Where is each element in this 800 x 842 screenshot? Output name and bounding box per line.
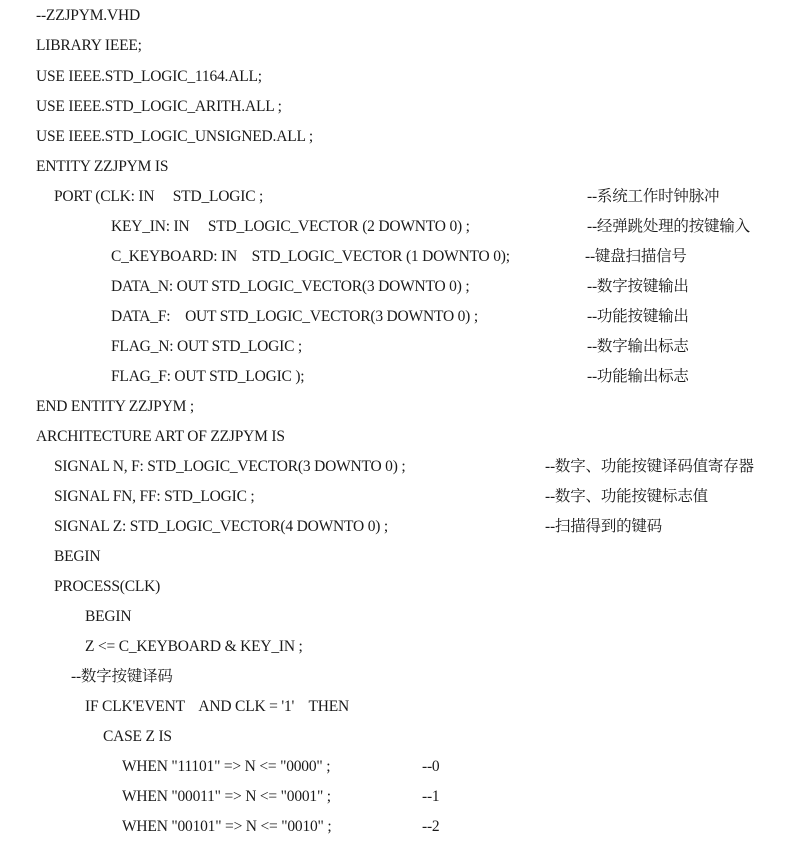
code-line: Z <= C_KEYBOARD & KEY_IN ; [85, 638, 303, 655]
code-comment: --功能输出标志 [587, 368, 689, 385]
code-line: ENTITY ZZJPYM IS [36, 158, 169, 175]
code-line: SIGNAL Z: STD_LOGIC_VECTOR(4 DOWNTO 0) ; [54, 518, 388, 535]
code-line: KEY_IN: IN STD_LOGIC_VECTOR (2 DOWNTO 0) ; [111, 218, 470, 235]
code-line: END ENTITY ZZJPYM ; [36, 398, 194, 415]
code-line: USE IEEE.STD_LOGIC_UNSIGNED.ALL ; [36, 128, 313, 145]
code-line: LIBRARY IEEE; [36, 37, 142, 54]
code-comment: --扫描得到的键码 [545, 518, 663, 535]
code-comment: --1 [422, 788, 440, 805]
code-comment: --系统工作时钟脉冲 [587, 188, 720, 205]
code-comment: --键盘扫描信号 [585, 248, 687, 265]
code-comment: --功能按键输出 [587, 308, 689, 325]
code-comment: --数字、功能按键译码值寄存器 [545, 458, 754, 475]
code-line: SIGNAL FN, FF: STD_LOGIC ; [54, 488, 255, 505]
code-line: FLAG_N: OUT STD_LOGIC ; [111, 338, 303, 355]
code-line: DATA_F: OUT STD_LOGIC_VECTOR(3 DOWNTO 0) ; [111, 308, 478, 325]
code-comment: --2 [422, 818, 440, 835]
code-line: BEGIN [54, 548, 101, 565]
code-line: --ZZJPYM.VHD [36, 7, 140, 24]
code-line: PORT (CLK: IN STD_LOGIC ; [54, 188, 264, 205]
code-line: ARCHITECTURE ART OF ZZJPYM IS [36, 428, 285, 445]
code-line: DATA_N: OUT STD_LOGIC_VECTOR(3 DOWNTO 0) ; [111, 278, 470, 295]
code-line: PROCESS(CLK) [54, 578, 161, 595]
code-comment: --数字按键输出 [587, 278, 689, 295]
code-line: IF CLK'EVENT AND CLK = '1' THEN [85, 698, 350, 715]
code-line: C_KEYBOARD: IN STD_LOGIC_VECTOR (1 DOWNTO 0); [111, 248, 510, 265]
code-line: USE IEEE.STD_LOGIC_1164.ALL; [36, 68, 262, 85]
code-line: WHEN "00011" => N <= "0001" ; [122, 788, 331, 805]
code-line: FLAG_F: OUT STD_LOGIC ); [111, 368, 305, 385]
code-line: WHEN "11101" => N <= "0000" ; [122, 758, 331, 775]
code-line: USE IEEE.STD_LOGIC_ARITH.ALL ; [36, 98, 282, 115]
code-line: SIGNAL N, F: STD_LOGIC_VECTOR(3 DOWNTO 0) ; [54, 458, 406, 475]
code-comment: --数字、功能按键标志值 [545, 488, 708, 505]
code-line: WHEN "00101" => N <= "0010" ; [122, 818, 332, 835]
code-comment: --0 [422, 758, 440, 775]
code-line: CASE Z IS [103, 728, 172, 745]
code-comment: --数字输出标志 [587, 338, 689, 355]
code-line: BEGIN [85, 608, 132, 625]
code-comment: --经弹跳处理的按键输入 [587, 218, 750, 235]
code-line: --数字按键译码 [71, 668, 173, 685]
